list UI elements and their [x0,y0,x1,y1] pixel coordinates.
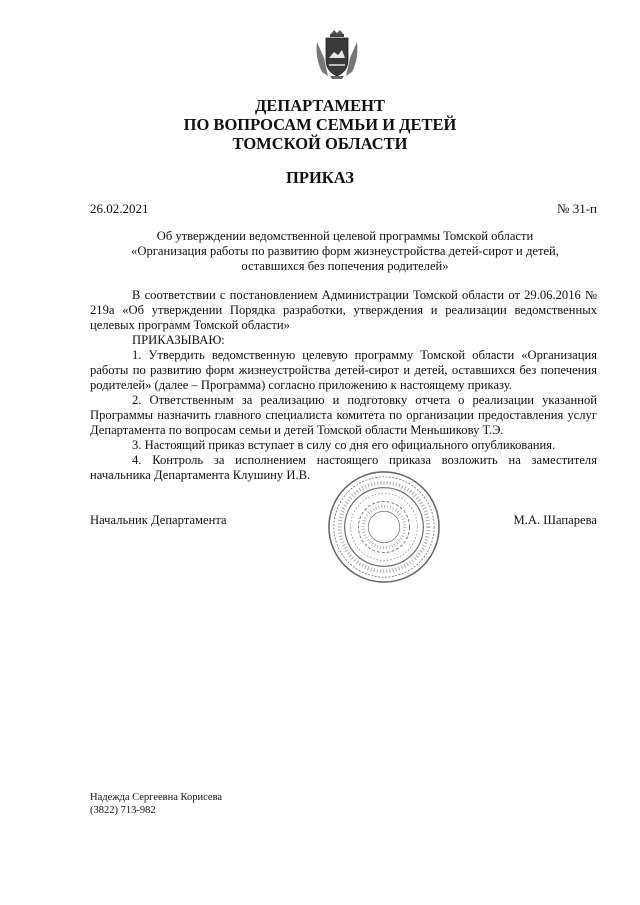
author-block [90,791,222,817]
order-item-3: 3. Настоящий приказ вступает в силу со дня его официального опубликования. [132,438,556,452]
signer-position: Начальник Департамента [90,513,227,527]
department-name [0,96,640,153]
order-item-4: 4. Контроль за исполнением настоящего приказа возложить на заместителя начальника Департамента Клушину И.В. [90,453,597,482]
document-number: № 31-п [557,201,597,216]
subject-line-3: оставшихся без попечения родителей» [241,259,449,273]
coat-of-arms-icon [314,28,360,80]
document-date: 26.02.2021 [90,201,149,216]
preamble-paragraph: В соответствии с постановлением Администрации Томской области от 29.06.2016 № 219а «Об утверждении Порядка разработки, утверждения и реализации ведомственных целевых программ Томской области» [90,288,597,332]
signer-name: М.А. Шапарева [513,513,597,527]
order-word: ПРИКАЗЫВАЮ: [132,333,225,347]
document-subject [110,229,580,274]
department-line-3: ТОМСКОЙ ОБЛАСТИ [232,134,408,153]
subject-line-1: Об утверждении ведомственной целевой программы Томской области [156,229,534,243]
department-line-2: ПО ВОПРОСАМ СЕМЬИ И ДЕТЕЙ [183,115,457,134]
order-item-2: 2. Ответственным за реализацию и подготовку отчета о реализации указанной Программы назначить главного специалиста комитета по организации предоставления услуг Департамента по вопросам семьи и детей Томской области Меньшикову Т.Э. [90,393,597,437]
subject-line-2: «Организация работы по развитию форм жизнеустройства детей-сирот и детей, [131,244,559,258]
order-item-1: 1. Утвердить ведомственную целевую программу Томской области «Организация работы по развитию форм жизнеустройства детей-сирот и детей, оставшихся без попечения родителей» (далее – Программа) согласно приложению к настоящему приказу. [90,348,597,392]
official-seal-stamp [325,468,443,586]
document-body [90,288,597,483]
author-phone: (3822) 713-982 [90,805,156,816]
author-name: Надежда Сергеевна Корисева [90,792,223,803]
department-line-1: ДЕПАРТАМЕНТ [255,96,385,115]
document-type: ПРИКАЗ [286,168,354,187]
